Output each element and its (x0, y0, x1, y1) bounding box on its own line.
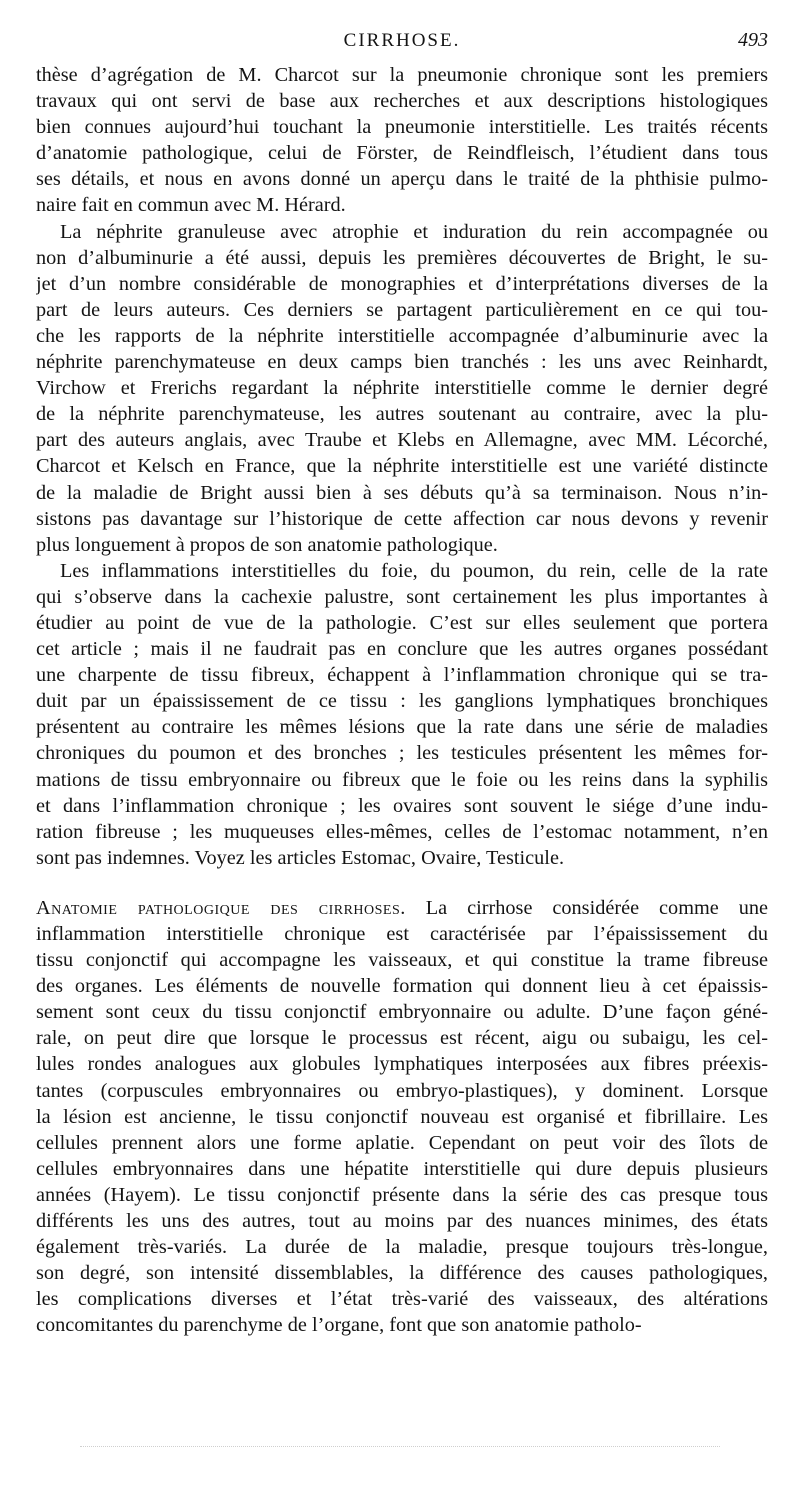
page-number: 493 (738, 29, 768, 51)
text-line: sement sont ceux du tissu conjonctif embryonnaire ou adulte. D’une façon géné- (36, 1001, 768, 1024)
text-line: également très-variés. La durée de la maladie, presque toujours très-longue, (36, 1236, 768, 1259)
text-line: étudier au point de vue de la pathologie. C’est sur elles seulement que portera (36, 611, 768, 634)
text-line: tissu conjonctif qui accompagne les vaisseaux, et qui constitue la trame fibreuse (36, 949, 768, 972)
text-line: de la maladie de Bright aussi bien à ses débuts qu’à sa terminaison. Nous n’in- (36, 481, 768, 504)
text-line: thèse d’agrégation de M. Charcot sur la pneumonie chronique sont les premiers (36, 64, 768, 86)
section-heading: Anatomie pathologique des cirrhoses. (36, 896, 406, 919)
text-line: qui s’observe dans la cachexie palustre, sont certainement les plus importantes à (36, 585, 768, 608)
text-line: et dans l’inflammation chronique ; les ovaires sont souvent le siége d’une indu- (36, 794, 768, 817)
text-line: ses détails, et nous en avons donné un aperçu dans le traité de la phthisie pulmo- (36, 168, 768, 191)
paragraph (36, 62, 768, 219)
paragraph (36, 219, 768, 558)
text-line: Charcot et Kelsch en France, que la néphrite interstitielle est une variété distincte (36, 455, 768, 478)
section-first-line (36, 895, 768, 921)
text-line: plus longuement à propos de son anatomie pathologique. (36, 533, 498, 556)
text-line: concomitantes du parenchyme de l’organe, font que son anatomie patholo- (36, 1314, 642, 1337)
text-line: cellules embryonnaires dans une hépatite interstitielle qui dure depuis plusieurs (36, 1157, 768, 1180)
text-line: Virchow et Frerichs regardant la néphrite interstitielle comme le dernier degré (36, 377, 768, 400)
text-line: des organes. Les éléments de nouvelle formation qui donnent lieu à cet épaissis- (36, 975, 768, 998)
text-line: d’anatomie pathologique, celui de Förster, de Reindfleisch, l’étudient dans tous (36, 142, 768, 165)
text-line: présentent au contraire les mêmes lésions que la rate dans une série de maladies (36, 716, 768, 739)
text-line: rale, on peut dire que lorsque le processus est récent, aigu ou subaigu, les cel- (36, 1027, 768, 1050)
text-line: chroniques du poumon et des bronches ; les testicules présentent les mêmes for- (36, 742, 768, 765)
text-line: les complications diverses et l’état très-varié des vaisseaux, des altérations (36, 1288, 768, 1311)
print-bleed-marks (80, 1446, 720, 1448)
text-line: cet article ; mais il ne faudrait pas en conclure que les autres organes possédant (36, 638, 768, 661)
text-line: tantes (corpuscules embryonnaires ou embryo-plastiques), y dominent. Lorsque (36, 1079, 768, 1102)
text-line: une charpente de tissu fibreux, échappent à l’inflammation chronique qui se tra- (36, 664, 768, 687)
text-line: ration fibreuse ; les muqueuses elles-mêmes, celles de l’estomac notamment, n’en (36, 820, 768, 843)
text-line: différents les uns des autres, tout au moins par des nuances minimes, des états (36, 1210, 768, 1233)
section-gap (36, 871, 768, 895)
text-line: Les inflammations interstitielles du foie, du poumon, du rein, celle de la rate (60, 559, 768, 582)
text-line: part de leurs auteurs. Ces derniers se partagent particulièrement en ce qui tou- (36, 298, 768, 321)
text-run: La cirrhose considérée comme une (425, 896, 768, 919)
text-line: inflammation interstitielle chronique est caractérisée par l’épaississement du (36, 923, 768, 945)
text-line: mations de tissu embryonnaire ou fibreux que le foie ou les reins dans la syphilis (36, 768, 768, 791)
text-line: cellules prennent alors une forme aplatie. Cependant on peut voir des îlots de (36, 1131, 768, 1154)
body-text (36, 62, 768, 1339)
text-line: che les rapports de la néphrite interstitielle accompagnée d’albuminurie avec la (36, 324, 768, 347)
text-line: la lésion est ancienne, le tissu conjonctif nouveau est organisé et fibrillaire. Les (36, 1105, 768, 1128)
text-line: néphrite parenchymateuse en deux camps bien tranchés : les uns avec Reinhardt, (36, 351, 768, 374)
text-line: sont pas indemnes. Voyez les articles Estomac, Ovaire, Testicule. (36, 846, 565, 869)
text-line: sistons pas davantage sur l’historique de cette affection car nous devons y revenir (36, 507, 768, 530)
page-header (36, 26, 768, 58)
text-line: non d’albuminurie a été aussi, depuis les premières découvertes de Bright, le su- (36, 246, 768, 269)
paragraph (36, 558, 768, 871)
text-line: part des auteurs anglais, avec Traube et Klebs en Allemagne, avec MM. Lécorché, (36, 429, 768, 452)
text-line: de la néphrite parenchymateuse, les autres soutenant au contraire, avec la plu- (36, 403, 768, 426)
running-head: CIRRHOSE. (343, 30, 461, 51)
text-line: son degré, son intensité dissemblables, la différence des causes pathologiques, (36, 1262, 768, 1285)
text-line: jet d’un nombre considérable de monographies et d’interprétations diverses de la (36, 272, 768, 295)
text-line: années (Hayem). Le tissu conjonctif présente dans la série des cas presque tous (36, 1183, 768, 1206)
text-line: bien connues aujourd’hui touchant la pneumonie interstitielle. Les traités récents (36, 116, 768, 139)
section-anatomie (36, 895, 768, 1339)
text-line: naire fait en commun avec M. Hérard. (36, 194, 346, 217)
text-line: travaux qui ont servi de base aux recherches et aux descriptions histologiques (36, 90, 768, 113)
text-line: lules rondes analogues aux globules lymphatiques interposées aux fibres préexis- (36, 1053, 768, 1076)
text-line: La néphrite granuleuse avec atrophie et induration du rein accompagnée ou (60, 220, 768, 243)
text-line: duit par un épaississement de ce tissu : les ganglions lymphatiques bronchiques (36, 690, 768, 713)
